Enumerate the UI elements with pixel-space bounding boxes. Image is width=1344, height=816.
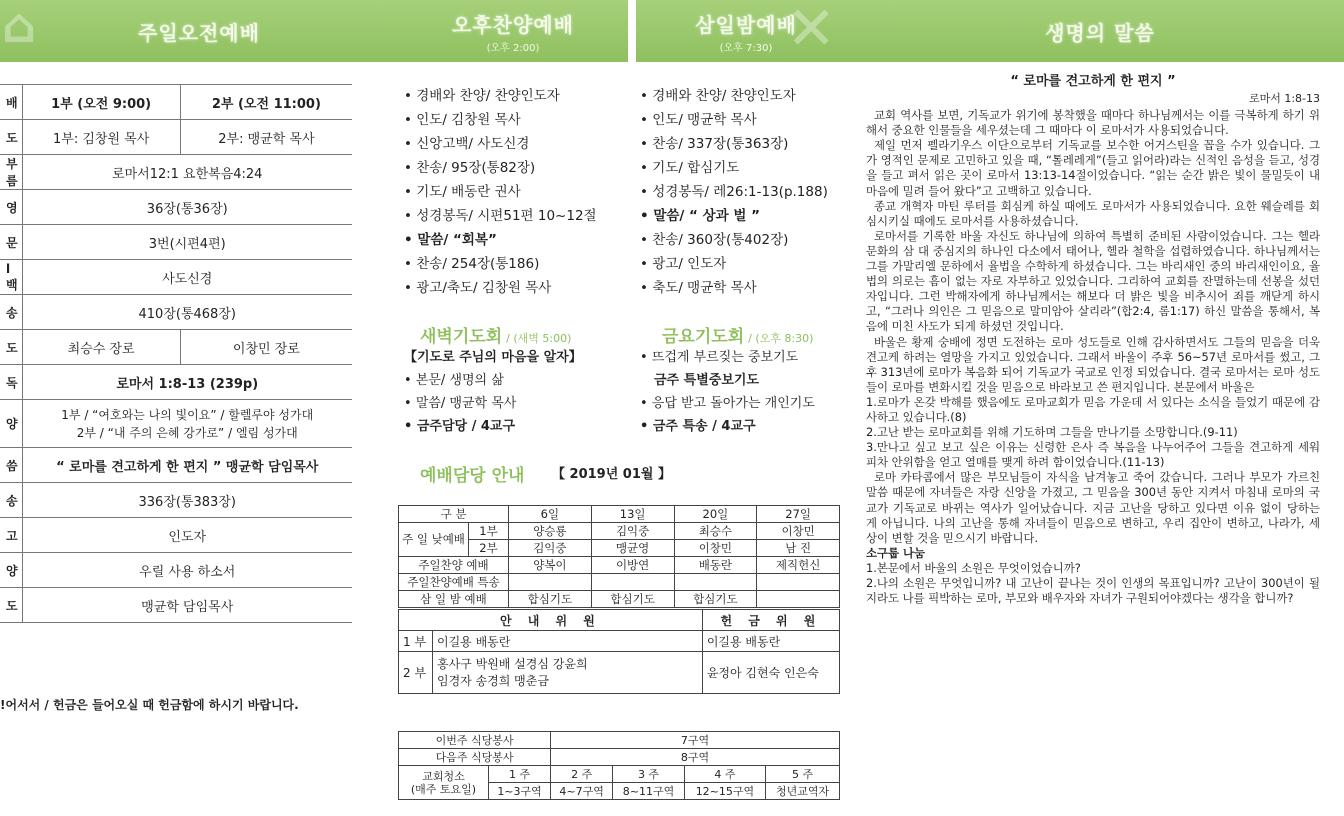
table-cell: 4 주	[684, 766, 765, 783]
table-cell: 5 주	[766, 766, 840, 783]
table-cell: 7구역	[551, 732, 840, 749]
afternoon-order-list	[404, 84, 597, 300]
table-cell: 윤정아 김현숙 인은숙	[702, 652, 839, 694]
offering-footnote: !어서서 / 헌금은 들어오실 때 헌금함에 하시기 바랍니다.	[0, 698, 299, 712]
banner-time: (오후 7:30)	[719, 42, 773, 54]
table-row	[399, 523, 840, 540]
table-header: 구 분	[399, 506, 509, 523]
sermon-paragraph: 로마 카타콤에서 많은 부모님들이 자식을 남겨놓고 죽어 갔습니다. 그러나 부모가 가르친 말씀 때문에 자녀들은 자랑 신앙을 가졌고, 그 믿음을 300년 동안 지켜서 마침내 로마의 국교가 기독교로 바뀌는 역사가 일어났습니다. 지금 고난을 당하고 있다면 이유 없이 당하는 게 아닙니다. 나의 고난을 통해 자녀들이 믿음으로 변하고, 우리 집안이 변하고, 나라가, 세상이 변할 것을 믿으시기 바랍니다.	[866, 470, 1320, 545]
row-key: 도	[0, 588, 22, 623]
cross-icon: ✕	[786, 0, 837, 62]
sermon-reference: 로마서 1:8-13	[1248, 92, 1320, 105]
table-row	[0, 120, 352, 155]
table-row	[0, 85, 352, 120]
table-cell: 8구역	[551, 749, 840, 766]
table-row	[399, 610, 840, 631]
banner-title: 주일오전예배	[138, 20, 260, 45]
table-row	[0, 155, 352, 190]
part1-header: 1부 (오전 9:00)	[22, 85, 180, 120]
list-item: • 말씀/ 맹균학 목사	[404, 392, 582, 415]
table-header: 20일	[674, 506, 757, 523]
cleaning-label: 교회청소	[422, 769, 465, 783]
list-item: • 인도/ 김창원 목사	[404, 108, 597, 132]
table-cell: 2 부	[399, 652, 433, 694]
row-key: 배	[0, 85, 22, 120]
sermon-paragraph: 종교 개혁자 마틴 루터를 회심케 하실 때에도 로마서가 사용되었습니다. 요한 웨슬레를 회심시키실 때에도 로마서를 사용하셨습니다.	[866, 198, 1320, 228]
table-cell: 김익중	[591, 523, 674, 540]
table-cell: 합심기도	[591, 591, 674, 608]
row-key: 도	[0, 330, 22, 365]
small-group-heading: 소구룹 나눔	[866, 545, 925, 560]
table-row	[399, 766, 840, 783]
table-cell: 1~3구역	[489, 783, 551, 800]
table-cell: 주 일 낮예배	[399, 523, 469, 557]
table-row	[399, 591, 840, 608]
row-value: 맹균학 담임목사	[22, 588, 352, 623]
banner-word-of-life	[856, 0, 1344, 62]
row-value: 우릴 사용 하소서	[22, 553, 352, 588]
sermon-title: “ 로마를 견고하게 한 편지 ”	[1010, 74, 1176, 89]
row-value: “ 로마를 견고하게 한 편지 ” 맹균학 담임목사	[22, 448, 352, 483]
dawn-prayer-list	[404, 346, 582, 438]
table-cell: 맹균영	[591, 540, 674, 557]
banner-wednesday-worship	[636, 0, 856, 62]
list-item: • 기도/ 배동란 권사	[404, 180, 597, 204]
table-cell: 양복이	[509, 557, 592, 574]
row-value: 사도신경	[22, 260, 352, 295]
section-time: / (새벽 5:00)	[506, 332, 572, 345]
table-cell: 3 주	[613, 766, 685, 783]
table-cell: 이번주 식당봉사	[399, 732, 551, 749]
list-item: • 기도/ 합심기도	[640, 156, 828, 180]
table-row	[0, 400, 352, 448]
table-header: 13일	[591, 506, 674, 523]
list-item: • 뜨겁게 부르짖는 중보기도	[640, 346, 815, 369]
sermon-point: 1.로마가 온갖 박해를 했음에도 로마교회가 믿음 가운데 서 있다는 소식을 들었기 때문에 감사하고 있습니다.(8)	[866, 394, 1320, 424]
table-row	[399, 574, 840, 591]
list-item: • 금주 특송 / 4교구	[640, 415, 815, 438]
table-cell	[509, 574, 592, 591]
duty-month: 【 2019년 01월 】	[552, 467, 671, 482]
table-header: 헌 금 위 원	[702, 610, 839, 631]
small-group-question: 1.본문에서 바울의 소원은 무엇이었습니까?	[866, 560, 1081, 575]
table-row	[399, 732, 840, 749]
table-cell: 1부	[469, 523, 509, 540]
cleaning-sublabel: (매주 토요일)	[410, 782, 477, 796]
table-cell	[674, 574, 757, 591]
table-cell: 이창민	[757, 523, 840, 540]
table-row	[0, 330, 352, 365]
table-cell	[433, 652, 703, 694]
table-cell: 주일찬양 예배	[399, 557, 509, 574]
duty-table	[398, 505, 840, 608]
sermon-point: 2.고난 받는 로마교회를 위해 기도하며 그들을 만나기를 소망합니다.(9-11)	[866, 425, 1238, 440]
table-row	[0, 483, 352, 518]
table-cell	[399, 766, 489, 800]
table-cell	[591, 574, 674, 591]
table-row	[0, 260, 352, 295]
row-key: 송	[0, 483, 22, 518]
table-cell: 합심기도	[509, 591, 592, 608]
banner-afternoon-worship	[398, 0, 628, 62]
table-row	[0, 588, 352, 623]
sermon-paragraph: 바울은 황제 숭배에 정면 도전하는 로마 성도들로 인해 감사하면서도 그들의 믿음을 더욱 견고케 하려는 열망을 가지고 있었습니다. 그래서 바울이 주후 56~57년 로마서를 썼고, 그 후 313년에 로마가 복음화 되어 기독교가 국교로 인정 되었습니다. 결국 로마서는 로마 성도들이 로마를 변화시킬 것을 믿음으로 바라보고 쓴 편지입니다. 본문에서 바울은	[866, 334, 1320, 394]
row-value	[22, 400, 352, 448]
list-item: • 인도/ 맹균학 목사	[640, 108, 828, 132]
table-cell: 주일찬양예배 특송	[399, 574, 509, 591]
list-item: • 말씀/ “ 상과 벌 ”	[640, 204, 828, 228]
sermon-paragraph: 로마서를 기록한 바울 자신도 하나님에 의하여 특별히 준비된 사람이었습니다. 그는 헬라 문화의 삼 대 중심지의 하나인 다소에서 태어나, 헬라 철학을 섭렵하였습니다. 하나님께서는 그를 가말리엘 문하에서 율법을 수학하게 하셨습니다. 그는 바리새인 중의 바리새인이요, 율법의 의로는 흠이 없는 자로 자부하고 있었습니다. 그리하여 교회를 잔멸하는데 선봉을 섰던 자입니다. 그런 박해자에게 하나님께서는 해보다 더 밝은 빛을 비추시어 죄를 깨닫게 하시고, “그러나 의인은 그 믿음으로 말미암아 살리라”(합2:4, 롬1:17) 하신 말씀을 통해서, 복음에 미친 사도가 되게 하셨던 것입니다.	[866, 228, 1320, 334]
table-cell: 배동란	[674, 557, 757, 574]
list-item: • 응답 받고 돌아가는 개인기도	[640, 392, 815, 415]
section-time: / (오후 8:30)	[748, 332, 814, 345]
committee-table	[398, 609, 840, 694]
table-cell: 이길용 배동란	[433, 631, 703, 652]
list-item: • 경배와 찬양/ 찬양인도자	[640, 84, 828, 108]
table-row	[0, 295, 352, 330]
duty-guide-title: 예배담당 안내	[420, 466, 525, 486]
small-group-question: 2.나의 소원은 무엇입니까? 내 고난이 끝나는 것이 인생의 목표입니까? 고난이 300년이 될지라도 나를 픽박하는 로마, 부모와 배우자와 자녀가 구원되어야겠다는 생각을 합니까?	[866, 576, 1320, 606]
banner-title: 삼일밤예배	[695, 12, 797, 37]
table-cell: 2 주	[551, 766, 613, 783]
morning-order-table	[0, 84, 352, 623]
row-key: 도	[0, 120, 22, 155]
list-item: • 찬송/ 337장(통363장)	[640, 132, 828, 156]
sermon-point: 3.만나고 싶고 보고 싶은 이유는 신령한 은사 즉 복음을 나누어주어 그들을 견고하게 세워 피차 안위함을 얻고 열매를 맺게 하려 함이었습니다.(11-13)	[866, 440, 1320, 470]
table-row	[399, 652, 840, 694]
friday-prayer-title	[662, 322, 813, 347]
row-key: 문	[0, 225, 22, 260]
list-item: 【기도로 주님의 마음을 알자】	[404, 350, 582, 365]
decoration-icon: ⌂	[2, 0, 37, 54]
table-row	[399, 506, 840, 523]
table-cell: 이창민	[674, 540, 757, 557]
table-cell: 1 주	[489, 766, 551, 783]
row-value: 로마서 1:8-13 (239p)	[22, 365, 352, 400]
table-cell	[757, 574, 840, 591]
sermon-text	[866, 73, 1320, 606]
table-row	[0, 365, 352, 400]
list-item: • 축도/ 맹균학 목사	[640, 276, 828, 300]
banner-time: (오후 2:00)	[486, 42, 540, 54]
row-key: 고	[0, 518, 22, 553]
table-row	[0, 190, 352, 225]
table-cell	[757, 591, 840, 608]
banner-morning-worship	[0, 0, 398, 62]
row-key: 부름	[0, 155, 22, 190]
list-item: • 금주담당 / 4교구	[404, 415, 582, 438]
choir-line-2: 2부 / “내 주의 은혜 강가로” / 엘림 성가대	[76, 425, 298, 440]
table-cell: 12~15구역	[684, 783, 765, 800]
table-cell: 합심기도	[674, 591, 757, 608]
row-value: 2부: 맹균학 목사	[180, 120, 352, 155]
banner-title: 오후찬양예배	[452, 12, 574, 37]
guide-names-line: 홍사구 박원배 설경심 강윤희	[437, 656, 588, 671]
table-cell: 제직헌신	[757, 557, 840, 574]
list-item: • 찬송/ 254장(통186)	[404, 252, 597, 276]
list-item: • 광고/축도/ 김창원 목사	[404, 276, 597, 300]
table-row	[399, 557, 840, 574]
row-key: l 백	[0, 260, 22, 295]
row-value: 36장(통36장)	[22, 190, 352, 225]
table-cell: 남 진	[757, 540, 840, 557]
table-cell: 김익중	[509, 540, 592, 557]
part2-header: 2부 (오전 11:00)	[180, 85, 352, 120]
table-row	[0, 553, 352, 588]
table-cell: 이길용 배동란	[702, 631, 839, 652]
list-item: • 성경봉독/ 시편51편 10~12절	[404, 204, 597, 228]
list-item: • 경배와 찬양/ 찬양인도자	[404, 84, 597, 108]
table-cell: 삼 일 밤 예배	[399, 591, 509, 608]
list-item: • 신앙고백/ 사도신경	[404, 132, 597, 156]
row-value: 1부: 김창원 목사	[22, 120, 180, 155]
sermon-paragraph: 제일 먼저 펠라기우스 이단으로부터 기독교를 보수한 어거스틴을 꼽을 수가 있습니다. 그가 영적인 문제로 고민하고 있을 때, “톨레레게”(들고 읽어라)라는 신적인 음성을 듣고, 성경을 들고 펴서 읽은 곳이 로마서 13:13-14절이었습니다. “읽는 순간 밝은 빛이 물밀듯이 내 마음에 밀려 들어 왔다”고 고백하고 있습니다.	[866, 138, 1320, 198]
row-value: 인도자	[22, 518, 352, 553]
table-row	[399, 631, 840, 652]
row-key: 독	[0, 365, 22, 400]
row-value: 이창민 장로	[180, 330, 352, 365]
row-key: 양	[0, 400, 22, 448]
banner-title: 생명의 말씀	[1045, 20, 1155, 45]
list-item: • 찬송/ 360장(통402장)	[640, 228, 828, 252]
row-key: 양	[0, 553, 22, 588]
cleaning-table	[398, 731, 840, 800]
row-value: 336장(통383장)	[22, 483, 352, 518]
row-value: 3번(시편4편)	[22, 225, 352, 260]
table-row	[0, 448, 352, 483]
row-value: 로마서12:1 요한복음4:24	[22, 155, 352, 190]
table-cell: 4~7구역	[551, 783, 613, 800]
row-key: 씀	[0, 448, 22, 483]
dawn-prayer-title	[420, 322, 571, 347]
table-row	[399, 749, 840, 766]
table-header: 27일	[757, 506, 840, 523]
table-cell: 양승룡	[509, 523, 592, 540]
row-key: 영	[0, 190, 22, 225]
wednesday-order-list	[640, 84, 828, 300]
friday-prayer-list	[640, 346, 815, 438]
list-item: 금주 특별중보기도	[654, 373, 759, 388]
table-header: 안 내 위 원	[399, 610, 703, 631]
row-key: 송	[0, 295, 22, 330]
table-header: 6일	[509, 506, 592, 523]
list-item: • 본문/ 생명의 삶	[404, 369, 582, 392]
list-item: • 찬송/ 95장(통82장)	[404, 156, 597, 180]
row-value: 최승수 장로	[22, 330, 180, 365]
list-item: • 말씀/ “회복”	[404, 228, 597, 252]
table-cell: 1 부	[399, 631, 433, 652]
row-value: 410장(통468장)	[22, 295, 352, 330]
list-item: • 광고/ 인도자	[640, 252, 828, 276]
table-cell: 2부	[469, 540, 509, 557]
table-row	[0, 225, 352, 260]
guide-names-line: 임경자 송경희 맹춘금	[437, 673, 549, 688]
sermon-paragraph: 교회 역사를 보면, 기독교가 위기에 봉착했을 때마다 하나님께서는 이를 극복하게 하기 위해서 중요한 인물들을 세우셨는데 그 때마다 이 로마서가 사용되었습니다.	[866, 108, 1320, 138]
list-item: • 성경봉독/ 레26:1-13(p.188)	[640, 180, 828, 204]
choir-line-1: 1부 / “여호와는 나의 빛이요” / 할렐루야 성가대	[61, 407, 314, 422]
table-cell: 청년교역자	[766, 783, 840, 800]
table-cell: 8~11구역	[613, 783, 685, 800]
table-cell: 이방연	[591, 557, 674, 574]
table-row	[0, 518, 352, 553]
section-title-text: 새벽기도회	[420, 327, 503, 347]
table-cell: 다음주 식당봉사	[399, 749, 551, 766]
table-cell: 최승수	[674, 523, 757, 540]
section-title-text: 금요기도회	[662, 327, 745, 347]
